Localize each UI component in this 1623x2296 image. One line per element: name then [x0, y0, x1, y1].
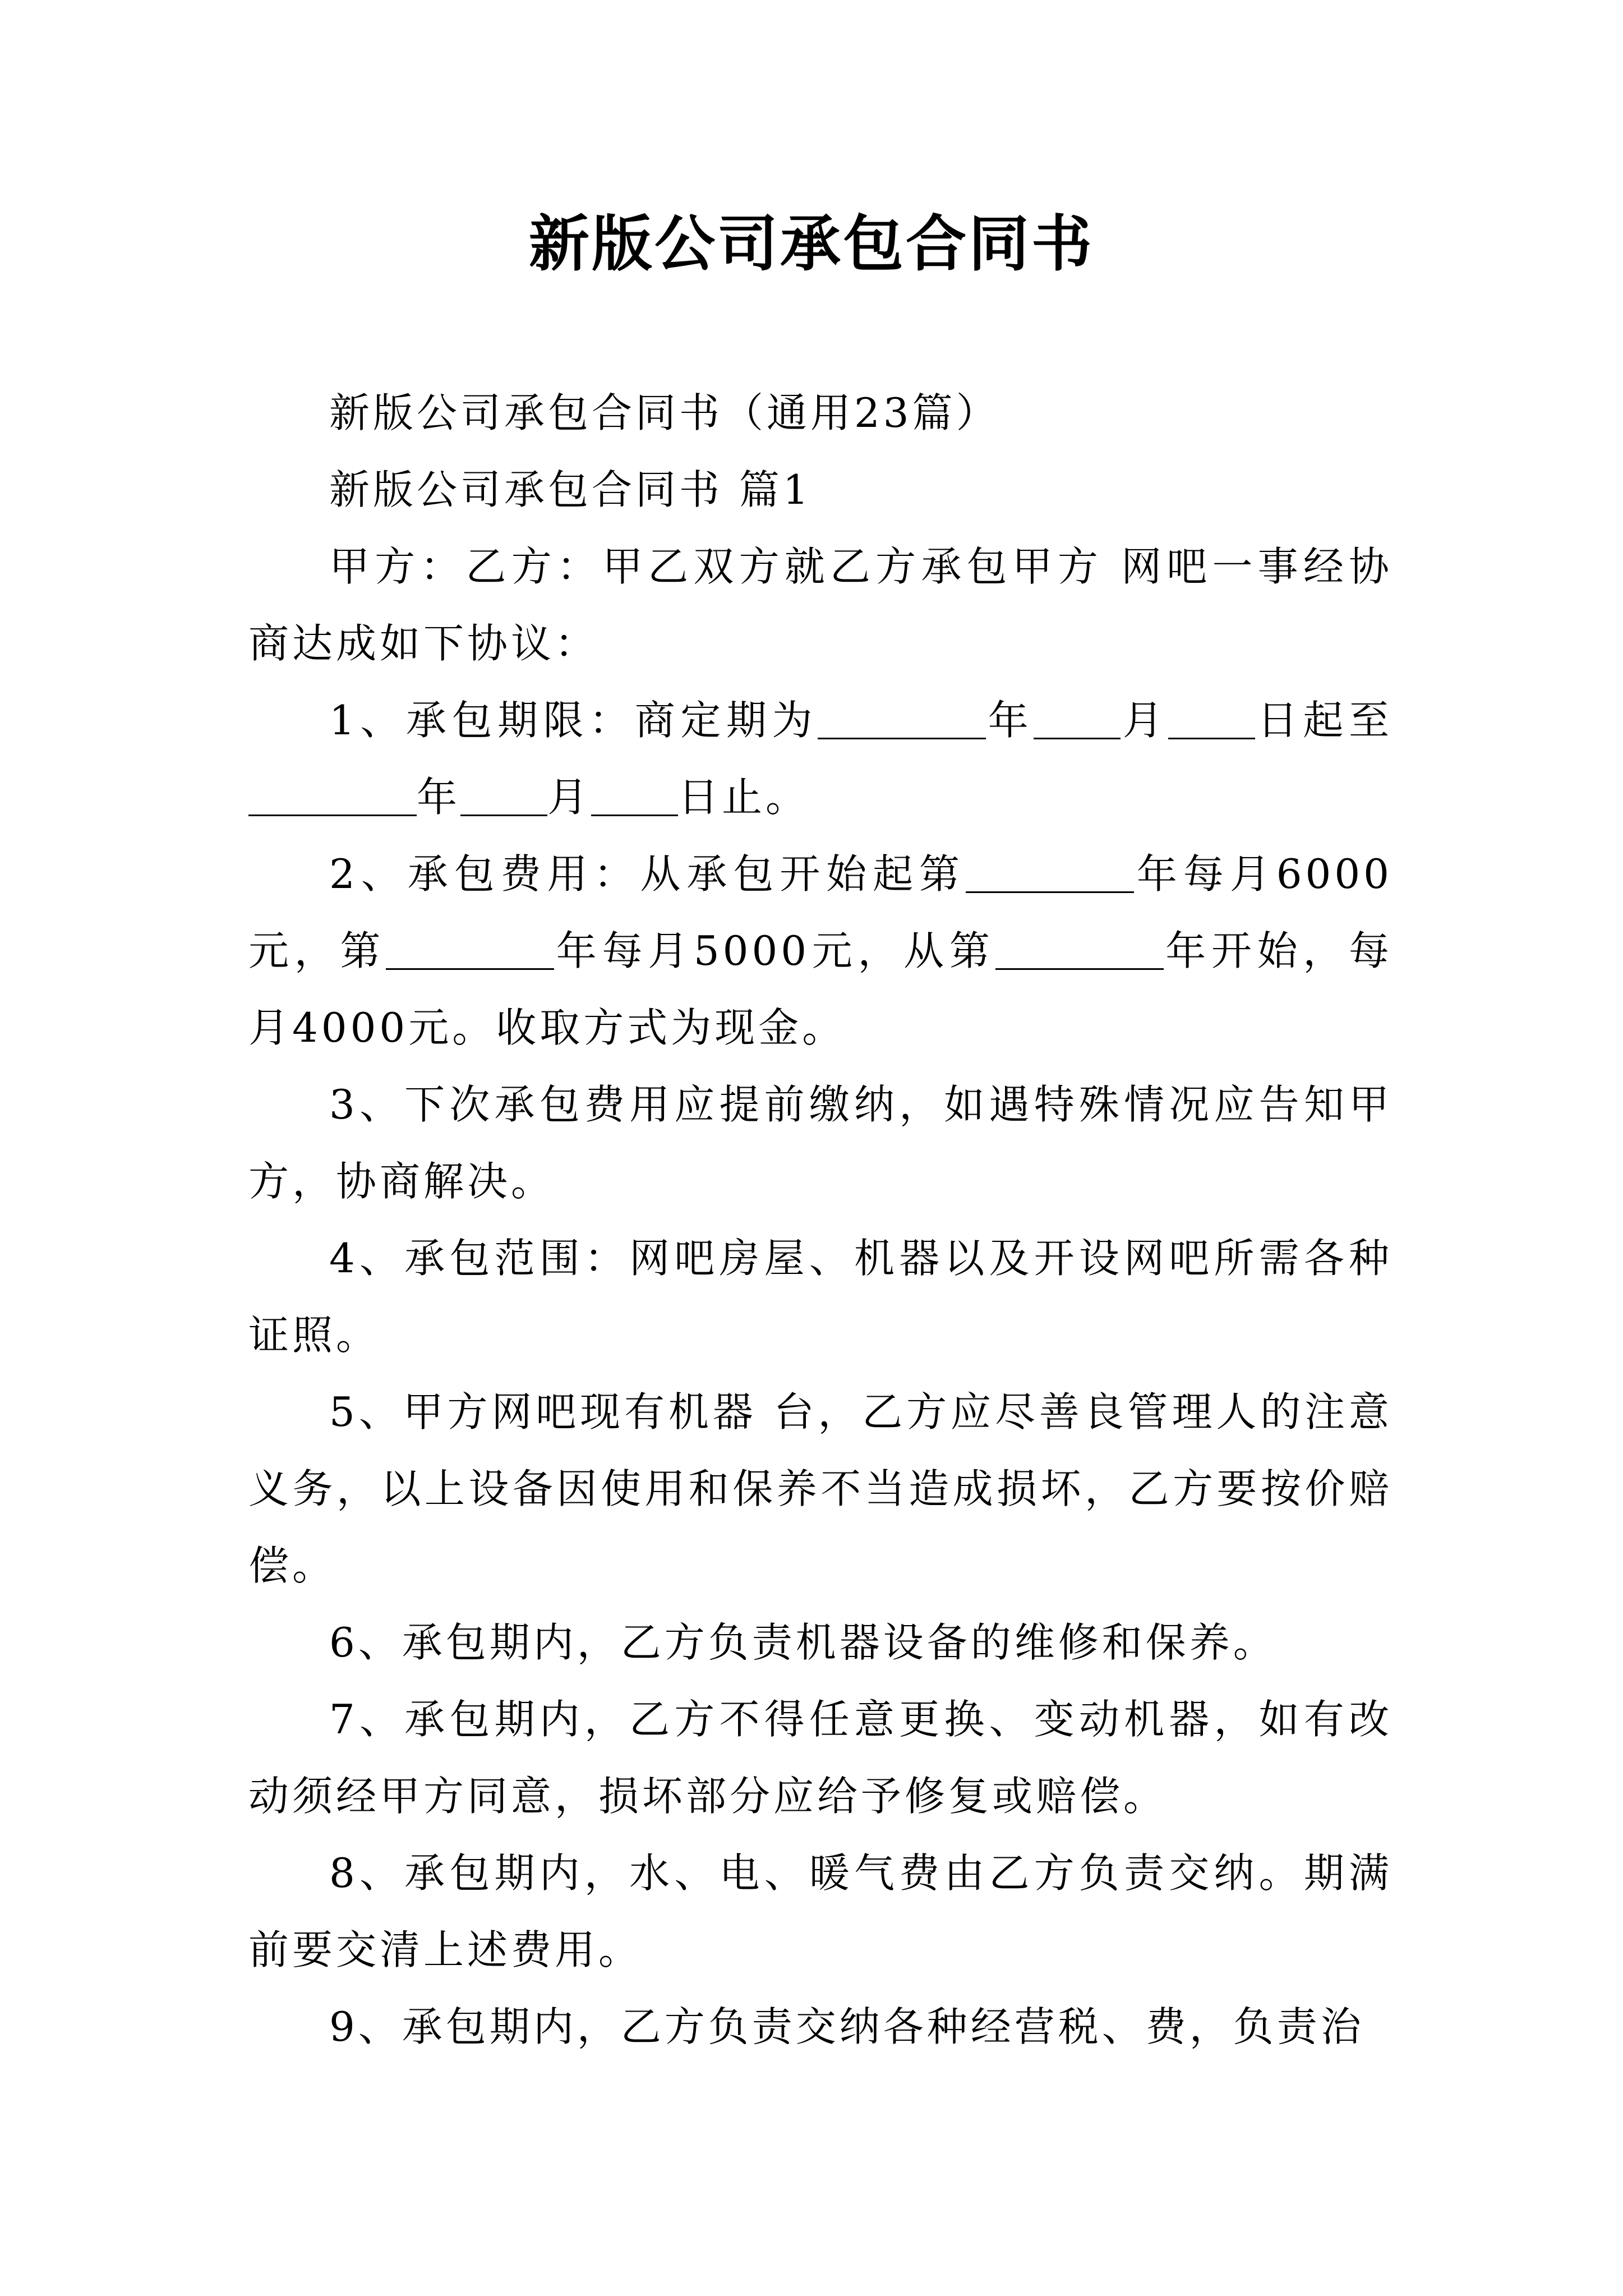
paragraph-taxes: 9、承包期内，乙方负责交纳各种经营税、费，负责治 — [329, 2003, 1364, 2050]
term-from-label: 日起至 — [1255, 697, 1393, 744]
blank-fee-year-2 — [386, 926, 554, 970]
section-heading: 新版公司承包合同书 篇1 — [329, 466, 812, 513]
document-subtitle: 新版公司承包合同书（通用23篇） — [329, 389, 1000, 436]
blank-start-day — [1168, 695, 1255, 739]
blank-fee-year-3 — [995, 926, 1164, 970]
paragraph-equipment: 5、甲方网吧现有机器 台，乙方应尽善良管理人的注意义务，以上设备因使用和保养不当造成损坏，乙方要按价赔偿。 — [248, 1388, 1393, 1589]
term-text-start: 1、承包期限：商定期为 — [329, 697, 818, 744]
fees-text-d: 年开始，每月4000元。收取方式为现金。 — [248, 927, 1393, 1051]
paragraph-parties: 甲方：乙方：甲乙双方就乙方承包甲方 网吧一事经协商达成如下协议： — [248, 543, 1393, 667]
paragraph-term — [248, 682, 1393, 836]
blank-end-day — [591, 772, 678, 816]
paragraph-maintenance: 6、承包期内，乙方负责机器设备的维修和保养。 — [329, 1619, 1277, 1666]
fees-text-a: 2、承包费用：从承包开始起第 — [329, 850, 966, 898]
paragraph-fees — [248, 836, 1393, 1066]
paragraph-no-changes: 7、承包期内，乙方不得任意更换、变动机器，如有改动须经甲方同意，损坏部分应给予修复或赔偿。 — [248, 1696, 1393, 1820]
blank-end-month — [460, 772, 547, 816]
blank-end-year — [248, 772, 417, 816]
blank-start-month — [1034, 695, 1121, 739]
term-end-label: 日止。 — [678, 774, 810, 821]
paragraph-scope: 4、承包范围：网吧房屋、机器以及开设网吧所需各种证照。 — [248, 1235, 1393, 1359]
paragraph-utilities: 8、承包期内，水、电、暖气费由乙方负责交纳。期满前要交清上述费用。 — [248, 1849, 1393, 1973]
blank-start-year — [818, 695, 986, 739]
term-end-year-label: 年 — [417, 774, 461, 821]
paragraph-advance-payment: 3、下次承包费用应提前缴纳，如遇特殊情况应告知甲方，协商解决。 — [248, 1081, 1393, 1205]
term-month-label: 月 — [1121, 697, 1169, 744]
fees-text-c: 年每月5000元，从第 — [554, 927, 995, 974]
term-end-month-label: 月 — [547, 774, 592, 821]
term-year-label: 年 — [986, 697, 1034, 744]
document-body — [248, 375, 1393, 2065]
fees-text-b: 年每月6000元，第 — [248, 850, 1393, 974]
document-title: 新版公司承包合同书 — [528, 209, 1094, 279]
blank-fee-year-1 — [966, 849, 1134, 893]
